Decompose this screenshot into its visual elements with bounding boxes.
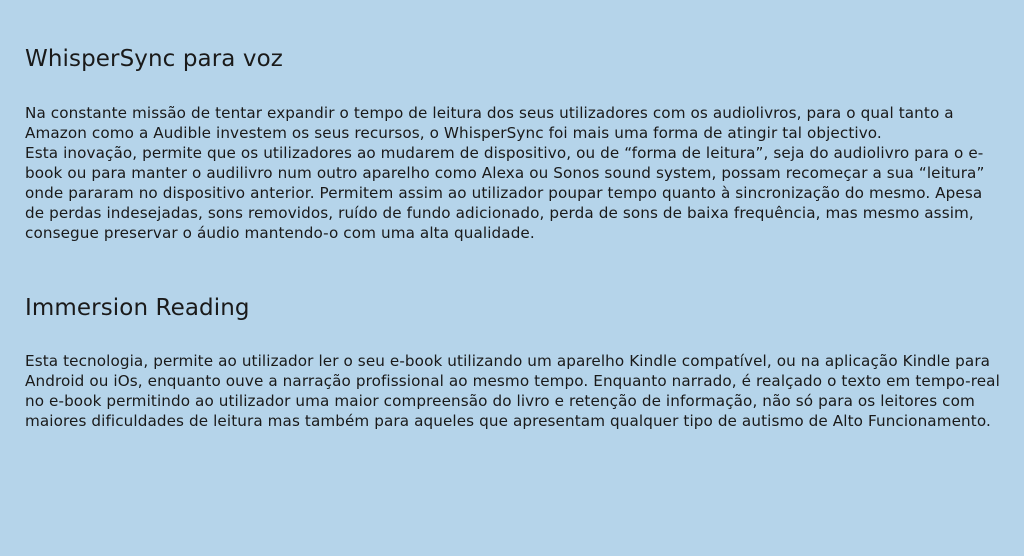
- immersion-reading-section: [25, 293, 1000, 431]
- paragraph: Esta tecnologia, permite ao utilizador ler o seu e-book utilizando um aparelho Kindle compatível, ou na aplicação Kindle para Android ou iOs, enquanto ouve a narração profissional ao mesmo tempo. Enquanto narrado, é realçado o texto em tempo-real no e-book permitindo ao utilizador uma maior compreensão do livro e retenção de informação, não só para os leitores com maiores dificuldades de leitura mas também para aqueles que apresentam qualquer tipo de autismo de Alto Funcionamento.: [25, 352, 1000, 430]
- section-body: [25, 103, 1000, 243]
- paragraph: Esta inovação, permite que os utilizadores ao mudarem de dispositivo, ou de “forma de leitura”, seja do audiolivro para o e-book ou para manter o audilivro num outro aparelho como Alexa ou Sonos sound system, possam recomeçar a sua “leitura” onde pararam no dispositivo anterior. Permitem assim ao utilizador poupar tempo quanto à sincronização do mesmo. Apesa de perdas indesejadas, sons removidos, ruído de fundo adicionado, perda de sons de baixa frequência, mas mesmo assim, consegue preservar o áudio mantendo-o com uma alta qualidade.: [25, 144, 985, 242]
- whispersync-section: [25, 44, 1000, 243]
- section-body: [25, 351, 1000, 431]
- section-title: WhisperSync para voz: [25, 46, 283, 72]
- paragraph: Na constante missão de tentar expandir o tempo de leitura dos seus utilizadores com os audiolivros, para o qual tanto a Amazon como a Audible investem os seus recursos, o WhisperSync foi mais uma forma de atingir tal objectivo.: [25, 104, 954, 142]
- section-title: Immersion Reading: [25, 295, 250, 321]
